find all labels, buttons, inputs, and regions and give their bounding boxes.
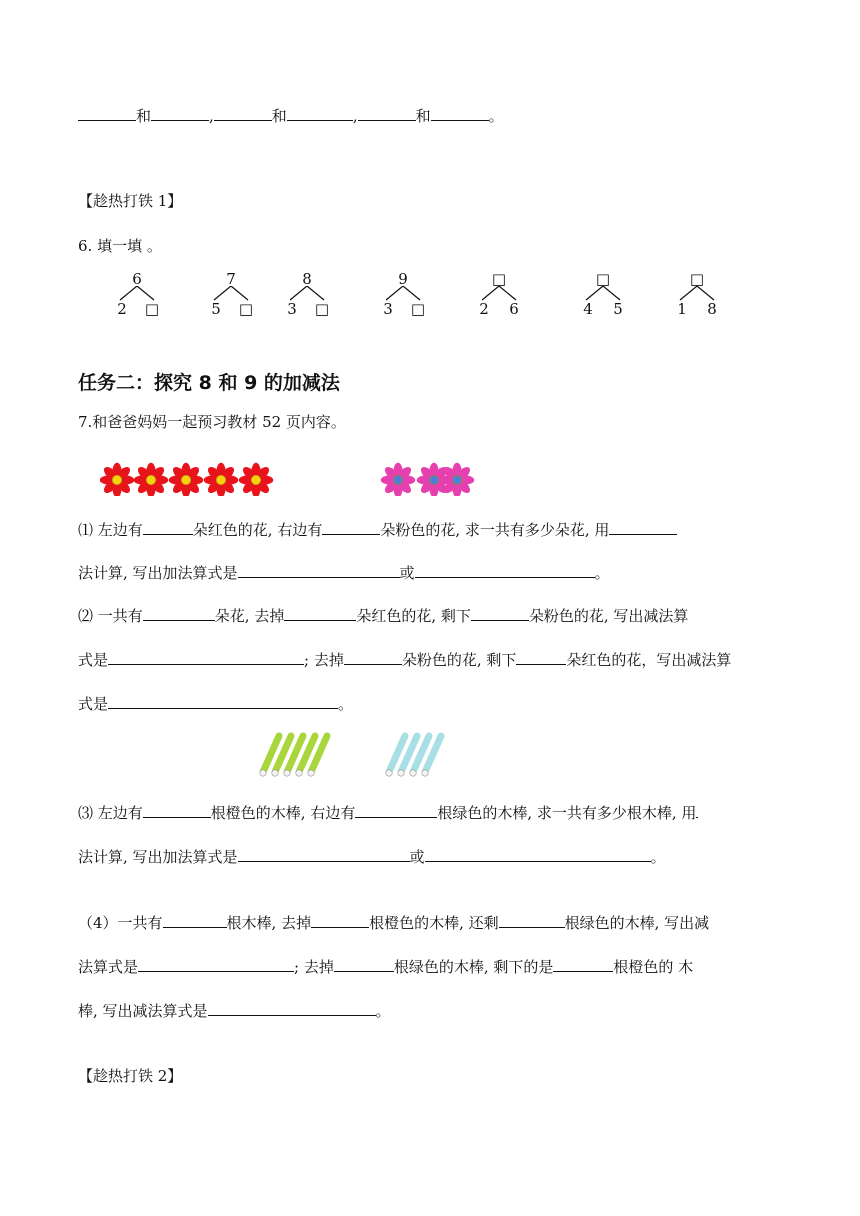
blank[interactable]	[344, 650, 402, 665]
bond-right-value: 5	[613, 300, 623, 318]
blank[interactable]	[151, 106, 209, 121]
flower-icon	[100, 463, 134, 496]
blank[interactable]	[311, 913, 369, 928]
question-6-label: 6. 填一填 。	[78, 237, 162, 255]
blank[interactable]	[143, 520, 193, 535]
bond-left-value: 3	[383, 300, 393, 318]
flowers-illustration	[100, 462, 480, 496]
bond-right-value[interactable]: □	[144, 300, 160, 318]
text: 或	[399, 564, 415, 582]
text: 朵红色的花, 右边有	[192, 521, 323, 539]
question-7: 7.和爸爸妈妈一起预习教材 52 页内容。	[78, 413, 346, 431]
bond-left-value: 1	[677, 300, 687, 318]
practice-heading-2: 【趁热打铁 2】	[78, 1067, 183, 1085]
blank[interactable]	[499, 913, 565, 928]
bond-left-value: 2	[117, 300, 127, 318]
flower-icon	[204, 463, 239, 496]
blank[interactable]	[214, 106, 272, 121]
blank[interactable]	[358, 106, 416, 121]
blank[interactable]	[696, 803, 698, 818]
text: 根木棒, 去掉	[226, 914, 312, 932]
p4-line3	[78, 1001, 391, 1021]
text: 根绿色的木棒, 剩下的是	[393, 958, 554, 976]
blank[interactable]	[287, 106, 353, 121]
blank[interactable]	[143, 803, 211, 818]
p4-line1	[78, 913, 709, 933]
bond-top-value: 8	[302, 270, 312, 288]
top-fill-line	[78, 106, 504, 126]
practice-heading-1: 【趁热打铁 1】	[78, 192, 183, 210]
blank[interactable]	[415, 563, 595, 578]
text: 法计算, 写出加法算式是	[78, 848, 238, 866]
text: 或	[409, 848, 425, 866]
text: 朵粉色的花, 写出减法算	[528, 607, 689, 625]
blank[interactable]	[108, 694, 338, 709]
blank[interactable]	[431, 106, 489, 121]
text: 根橙色的 木	[613, 958, 694, 976]
p2-line3	[78, 694, 353, 714]
bond-top-value: 9	[398, 270, 408, 288]
blank[interactable]	[208, 1001, 376, 1016]
blank[interactable]	[516, 650, 566, 665]
blank[interactable]	[609, 520, 677, 535]
text: ⑵ 一共有	[78, 607, 143, 625]
text: 朵红色的花，写出减法算	[566, 651, 732, 669]
section-heading: 任务二：探究 8 和 9 的加减法	[78, 372, 340, 394]
text: ,	[352, 107, 358, 125]
text: ; 去掉	[304, 651, 344, 669]
text: 法计算, 写出加法算式是	[78, 564, 238, 582]
p1-line2	[78, 563, 610, 583]
blank[interactable]	[238, 563, 400, 578]
text: 和	[415, 107, 431, 125]
blank[interactable]	[471, 606, 529, 621]
bond-left-value: 5	[211, 300, 221, 318]
text: 根橙色的木棒, 还剩	[369, 914, 499, 932]
blank[interactable]	[425, 847, 651, 862]
text: 根橙色的木棒, 右边有	[210, 804, 356, 822]
text: 和	[271, 107, 287, 125]
bond-top-value[interactable]: □	[595, 270, 611, 288]
text: 朵粉色的花, 剩下	[401, 651, 517, 669]
bond-right-value[interactable]: □	[238, 300, 254, 318]
p2-line2	[78, 650, 731, 670]
text: 。	[375, 1002, 391, 1020]
p3-line2	[78, 847, 666, 867]
blank[interactable]	[238, 847, 410, 862]
flower-icon	[134, 463, 169, 496]
bond-right-value: 6	[509, 300, 519, 318]
text: 朵花, 去掉	[214, 607, 285, 625]
bond-left-value: 3	[287, 300, 297, 318]
text: ⑶ 左边有	[78, 804, 143, 822]
bond-right-value[interactable]: □	[314, 300, 330, 318]
bond-top-value: 7	[226, 270, 236, 288]
bond-top-value[interactable]: □	[689, 270, 705, 288]
text: 。	[594, 564, 610, 582]
bond-left-value: 2	[479, 300, 489, 318]
text: 朵粉色的花, 求一共有多少朵花, 用	[380, 521, 610, 539]
text: 式是	[78, 651, 109, 669]
p1-line1	[78, 520, 677, 540]
flower-icon	[440, 463, 475, 496]
blank[interactable]	[143, 606, 215, 621]
text: ; 去掉	[294, 958, 334, 976]
blank[interactable]	[138, 957, 294, 972]
text: （4）一共有	[78, 914, 163, 932]
flower-icon	[239, 463, 274, 496]
text: 朵红色的花, 剩下	[356, 607, 471, 625]
text: 棒, 写出减法算式是	[78, 1002, 208, 1020]
text: 。	[338, 695, 354, 713]
text: ⑴ 左边有	[78, 521, 143, 539]
text: ,	[209, 107, 214, 125]
bond-right-value: 8	[707, 300, 717, 318]
blank[interactable]	[284, 606, 356, 621]
blank[interactable]	[163, 913, 227, 928]
blank[interactable]	[78, 106, 136, 121]
p2-line1	[78, 606, 688, 626]
text: 根绿色的木棒, 写出减	[564, 914, 710, 932]
flower-icon	[169, 463, 204, 496]
blank[interactable]	[108, 650, 304, 665]
bond-right-value[interactable]: □	[410, 300, 426, 318]
sticks-illustration	[255, 732, 465, 782]
blank[interactable]	[322, 520, 380, 535]
text: 和	[136, 107, 152, 125]
bond-top-value[interactable]: □	[491, 270, 507, 288]
blank[interactable]	[334, 957, 394, 972]
text: 式是	[78, 695, 109, 713]
blank[interactable]	[553, 957, 613, 972]
p3-line1	[78, 803, 698, 823]
text: 。	[488, 107, 504, 125]
p4-line2	[78, 957, 693, 977]
text: 法算式是	[78, 958, 139, 976]
blank[interactable]	[355, 803, 437, 818]
text: 。	[650, 848, 666, 866]
text: 根绿色的木棒, 求一共有多少根木棒, 用	[437, 804, 697, 822]
flower-icon	[381, 463, 416, 496]
bond-left-value: 4	[583, 300, 593, 318]
bond-top-value: 6	[132, 270, 142, 288]
